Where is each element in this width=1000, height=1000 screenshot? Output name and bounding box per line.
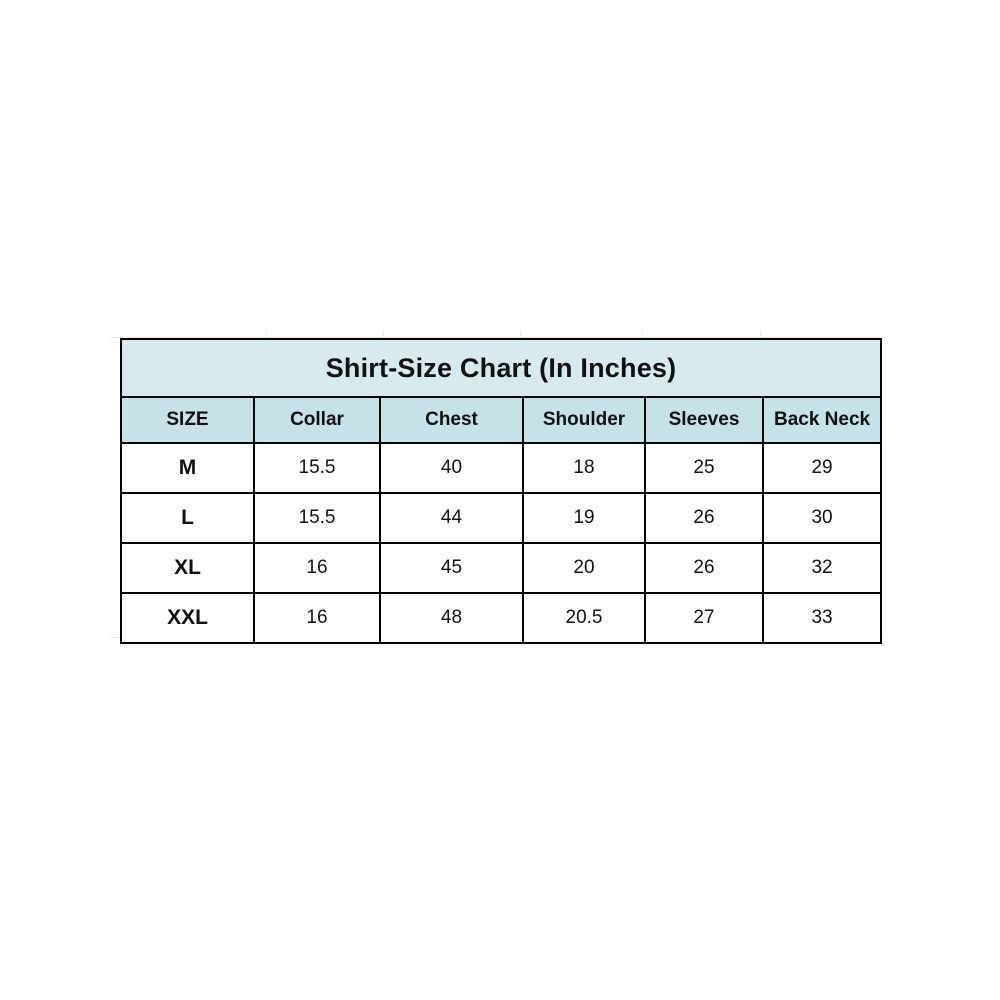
cell-sleeves: 26 bbox=[645, 543, 763, 593]
column-header-back-neck: Back Neck bbox=[763, 397, 881, 443]
cell-shoulder: 20 bbox=[523, 543, 645, 593]
table-row bbox=[121, 593, 881, 643]
cell-back-neck: 29 bbox=[763, 443, 881, 493]
cell-collar: 15.5 bbox=[254, 493, 380, 543]
table-title-row bbox=[121, 339, 881, 397]
cell-chest: 44 bbox=[380, 493, 523, 543]
shirt-size-table bbox=[120, 338, 882, 644]
cell-chest: 48 bbox=[380, 593, 523, 643]
cell-shoulder: 18 bbox=[523, 443, 645, 493]
cell-back-neck: 32 bbox=[763, 543, 881, 593]
cell-back-neck: 33 bbox=[763, 593, 881, 643]
cell-collar: 16 bbox=[254, 593, 380, 643]
cell-shoulder: 20.5 bbox=[523, 593, 645, 643]
cell-shoulder: 19 bbox=[523, 493, 645, 543]
cell-size: L bbox=[121, 493, 254, 543]
column-header-size: SIZE bbox=[121, 397, 254, 443]
chart-title: Shirt-Size Chart (In Inches) bbox=[121, 339, 881, 397]
cell-chest: 45 bbox=[380, 543, 523, 593]
cell-sleeves: 27 bbox=[645, 593, 763, 643]
column-header-sleeves: Sleeves bbox=[645, 397, 763, 443]
cell-sleeves: 26 bbox=[645, 493, 763, 543]
table-header-row bbox=[121, 397, 881, 443]
cell-collar: 16 bbox=[254, 543, 380, 593]
column-header-shoulder: Shoulder bbox=[523, 397, 645, 443]
cell-size: XXL bbox=[121, 593, 254, 643]
cell-chest: 40 bbox=[380, 443, 523, 493]
table-row bbox=[121, 443, 881, 493]
table-row bbox=[121, 543, 881, 593]
size-chart-container bbox=[120, 338, 880, 638]
cell-back-neck: 30 bbox=[763, 493, 881, 543]
column-header-collar: Collar bbox=[254, 397, 380, 443]
cell-sleeves: 25 bbox=[645, 443, 763, 493]
cell-collar: 15.5 bbox=[254, 443, 380, 493]
column-header-chest: Chest bbox=[380, 397, 523, 443]
table-row bbox=[121, 493, 881, 543]
cell-size: M bbox=[121, 443, 254, 493]
cell-size: XL bbox=[121, 543, 254, 593]
